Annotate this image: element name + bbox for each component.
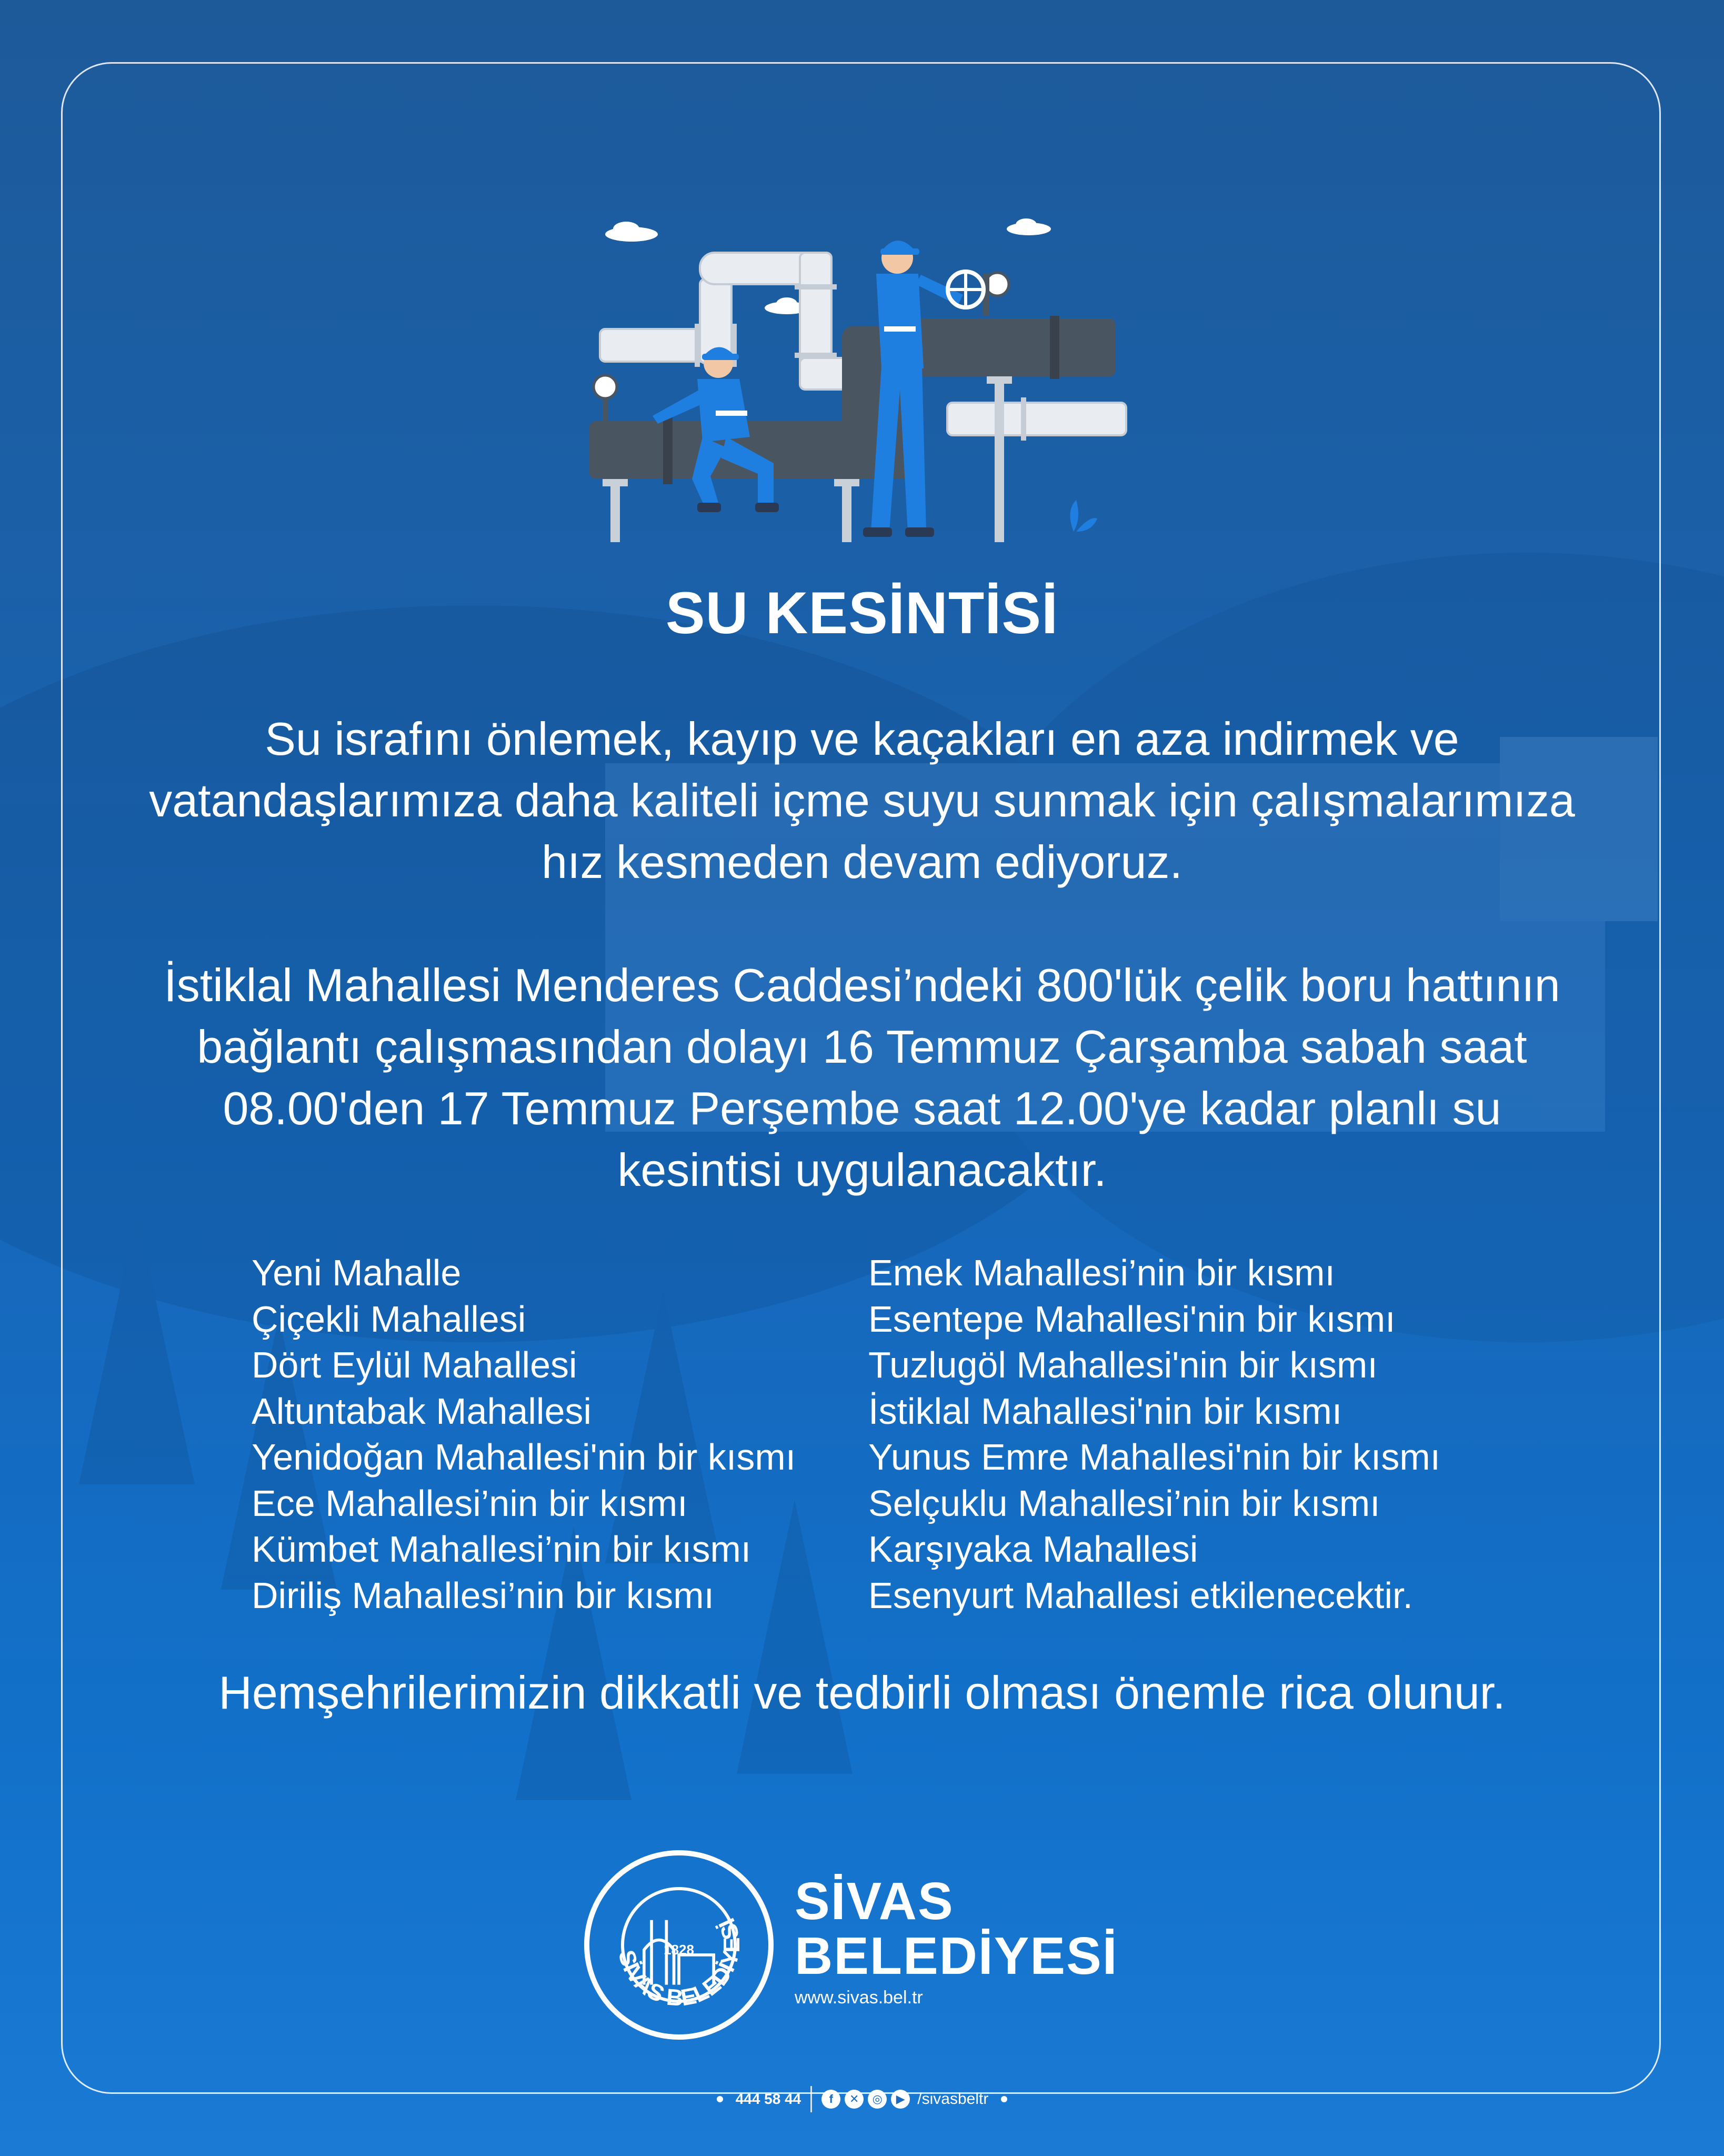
pipe-repair-illustration (589, 216, 1137, 553)
list-item: Diriliş Mahallesi’nin bir kısmı (252, 1574, 715, 1616)
neighborhood-list-left (252, 1250, 796, 1619)
page-title: SU KESİNTİSİ (665, 580, 1059, 646)
intro-paragraph: Su israfını önlemek, kayıp ve kaçakları en aza indirmek ve vatandaşlarımıza daha kaliteli içme suyu sunmak için çalışmalarımıza hız kesmeden devam ediyoruz. (149, 713, 1575, 888)
list-item: Karşıyaka Mahallesi (868, 1529, 1198, 1570)
brand-name-line-2: BELEDİYESİ (795, 1927, 1118, 1985)
website-link[interactable]: www.sivas.bel.tr (795, 1988, 923, 2008)
list-item: Dört Eylül Mahallesi (252, 1344, 577, 1385)
mosque-icon (621, 1887, 737, 2003)
divider (810, 2086, 812, 2112)
seal-text: SİVAS BELEDİYESİ (613, 1914, 745, 2011)
list-item: Emek Mahallesi’nin bir kısmı (868, 1252, 1335, 1293)
list-item: Kümbet Mahallesi’nin bir kısmı (252, 1529, 751, 1570)
social-handle: /sivasbeltr (917, 2090, 989, 2108)
phone-number: 444 58 44 (735, 2091, 801, 2107)
neighborhood-list-right (868, 1250, 1440, 1619)
facebook-icon[interactable]: f (821, 2090, 840, 2109)
footer-bar (0, 2083, 1724, 2115)
list-item: Tuzlugöl Mahallesi'nin bir kısmı (868, 1344, 1378, 1385)
closing-note: Hemşehrilerimizin dikkatli ve tedbirli olması önemle rica olunur. (218, 1666, 1506, 1719)
list-item: Altuntabak Mahallesi (252, 1390, 592, 1432)
brand-block (795, 1874, 1118, 2008)
list-item: Yunus Emre Mahallesi'nin bir kısmı (868, 1436, 1441, 1478)
seal-year: 1828 (664, 1942, 694, 1958)
list-item: Yeni Mahalle (252, 1252, 462, 1293)
footer-dot (717, 2096, 723, 2102)
list-item: Selçuklu Mahallesi’nin bir kısmı (868, 1482, 1380, 1524)
footer-dot (1001, 2096, 1007, 2102)
social-links (821, 2090, 988, 2109)
list-item: Esenyurt Mahallesi etkilenecektir. (868, 1574, 1413, 1616)
instagram-icon[interactable]: ◎ (868, 2090, 887, 2109)
list-item: İstiklal Mahallesi'nin bir kısmı (868, 1390, 1342, 1432)
list-item: Esentepe Mahallesi'nin bir kısmı (868, 1298, 1396, 1340)
municipality-seal-logo (584, 1850, 774, 2040)
youtube-icon[interactable]: ▶ (891, 2090, 910, 2109)
list-item: Yenidoğan Mahallesi'nin bir kısmı (252, 1436, 796, 1478)
outage-details-paragraph: İstiklal Mahallesi Menderes Caddesi’ndeki 800'lük çelik boru hattının bağlantı çalışmasından dolayı 16 Temmuz Çarşamba sabah saat 08.00'den 17 Temmuz Perşembe saat 12.00'ye kadar planlı su kesintisi uygulanacaktır. (164, 959, 1560, 1196)
list-item: Çiçekli Mahallesi (252, 1298, 526, 1340)
list-item: Ece Mahallesi’nin bir kısmı (252, 1482, 688, 1524)
brand-name-line-1: SİVAS (795, 1872, 954, 1931)
x-icon[interactable]: ✕ (845, 2090, 864, 2109)
